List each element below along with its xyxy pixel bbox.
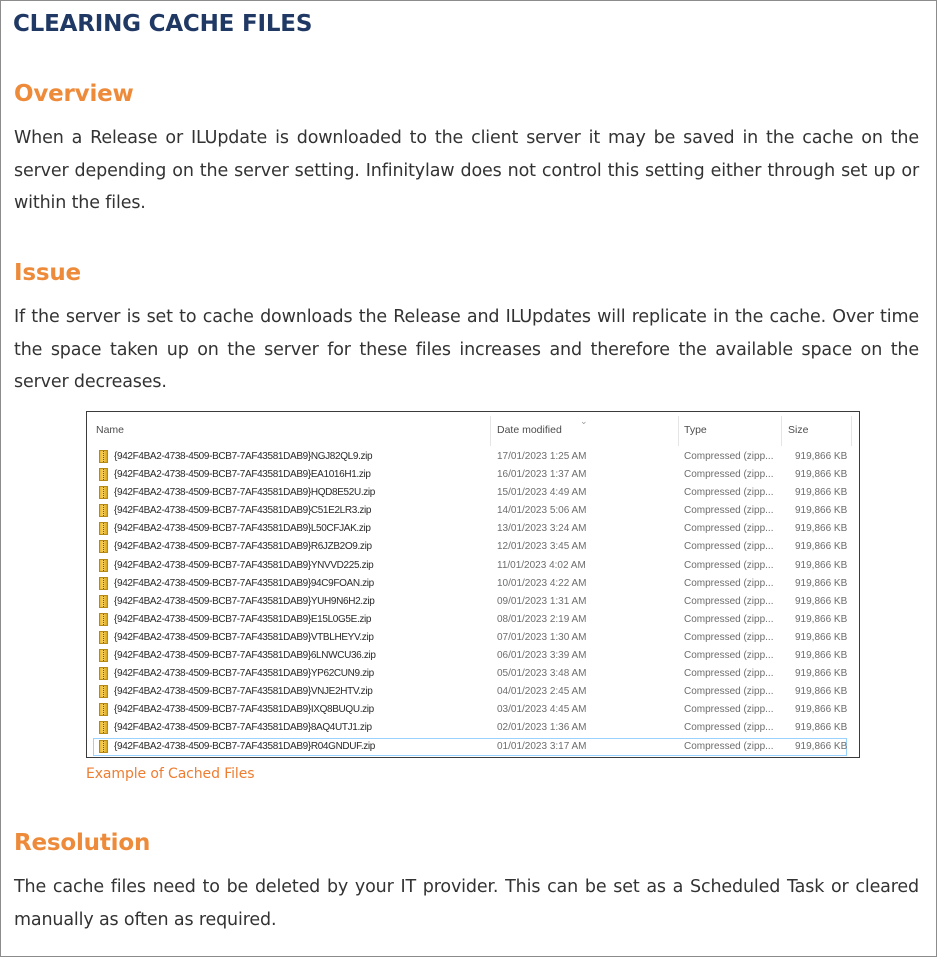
file-type: Compressed (zipp... bbox=[684, 740, 774, 752]
file-row bbox=[87, 719, 859, 737]
file-type: Compressed (zipp... bbox=[684, 559, 774, 571]
file-name: {942F4BA2-4738-4509-BCB7-7AF43581DAB9}E15L0G5E.zip bbox=[114, 613, 372, 625]
file-size: 919,866 KB bbox=[795, 523, 848, 535]
resolution-heading: Resolution bbox=[14, 830, 151, 856]
file-type: Compressed (zipp... bbox=[684, 668, 774, 680]
cached-files-screenshot bbox=[86, 411, 860, 758]
file-row bbox=[87, 557, 859, 575]
zip-folder-icon bbox=[99, 559, 108, 572]
file-list-header bbox=[87, 412, 859, 448]
file-type: Compressed (zipp... bbox=[684, 505, 774, 517]
sort-chevron-icon: ⌄ bbox=[580, 416, 588, 426]
file-date-modified: 14/01/2023 5:06 AM bbox=[497, 505, 587, 517]
file-date-modified: 04/01/2023 2:45 AM bbox=[497, 686, 587, 698]
column-header-name: Name bbox=[96, 424, 125, 436]
file-date-modified: 02/01/2023 1:36 AM bbox=[497, 722, 587, 734]
overview-heading: Overview bbox=[14, 81, 134, 107]
file-row bbox=[87, 484, 859, 502]
file-row bbox=[87, 629, 859, 647]
zip-folder-icon bbox=[99, 486, 108, 499]
file-name: {942F4BA2-4738-4509-BCB7-7AF43581DAB9}C51E2LR3.zip bbox=[114, 505, 372, 517]
file-list bbox=[87, 448, 859, 756]
file-type: Compressed (zipp... bbox=[684, 686, 774, 698]
file-size: 919,866 KB bbox=[795, 541, 848, 553]
file-name: {942F4BA2-4738-4509-BCB7-7AF43581DAB9}8AQ4UTJ1.zip bbox=[114, 722, 372, 734]
file-type: Compressed (zipp... bbox=[684, 631, 774, 643]
file-row bbox=[87, 611, 859, 629]
column-header-date: Date modified bbox=[497, 424, 562, 436]
file-name: {942F4BA2-4738-4509-BCB7-7AF43581DAB9}YNVVD225.zip bbox=[114, 559, 374, 571]
file-date-modified: 17/01/2023 1:25 AM bbox=[497, 451, 587, 462]
file-date-modified: 13/01/2023 3:24 AM bbox=[497, 523, 587, 535]
file-type: Compressed (zipp... bbox=[684, 613, 774, 625]
file-size: 919,866 KB bbox=[795, 668, 848, 680]
file-name: {942F4BA2-4738-4509-BCB7-7AF43581DAB9}YUH9N6H2.zip bbox=[114, 595, 375, 607]
zip-folder-icon bbox=[99, 577, 108, 590]
file-type: Compressed (zipp... bbox=[684, 541, 774, 553]
file-row bbox=[87, 502, 859, 520]
file-date-modified: 10/01/2023 4:22 AM bbox=[497, 577, 587, 589]
file-date-modified: 09/01/2023 1:31 AM bbox=[497, 595, 587, 607]
file-size: 919,866 KB bbox=[795, 631, 848, 643]
overview-text: When a Release or ILUpdate is downloaded to the client server it may be saved in the cache on the server depending on the server setting. Infinitylaw does not control this setting either through set up or within the files. bbox=[14, 128, 919, 213]
file-type: Compressed (zipp... bbox=[684, 595, 774, 607]
file-name: {942F4BA2-4738-4509-BCB7-7AF43581DAB9}94C9FOAN.zip bbox=[114, 577, 374, 589]
file-name: {942F4BA2-4738-4509-BCB7-7AF43581DAB9}R6JZB2O9.zip bbox=[114, 541, 372, 553]
file-size: 919,866 KB bbox=[795, 613, 848, 625]
file-row bbox=[87, 683, 859, 701]
file-name: {942F4BA2-4738-4509-BCB7-7AF43581DAB9}IXQ8BUQU.zip bbox=[114, 704, 374, 716]
file-row bbox=[87, 647, 859, 665]
file-name: {942F4BA2-4738-4509-BCB7-7AF43581DAB9}EA1016H1.zip bbox=[114, 469, 371, 481]
zip-folder-icon bbox=[99, 631, 108, 644]
file-size: 919,866 KB bbox=[795, 577, 848, 589]
file-type: Compressed (zipp... bbox=[684, 451, 774, 462]
file-name: {942F4BA2-4738-4509-BCB7-7AF43581DAB9}HQD8E52U.zip bbox=[114, 487, 376, 499]
page-title: CLEARING CACHE FILES bbox=[13, 11, 313, 37]
file-date-modified: 03/01/2023 4:45 AM bbox=[497, 704, 587, 716]
file-date-modified: 05/01/2023 3:48 AM bbox=[497, 668, 587, 680]
file-size: 919,866 KB bbox=[795, 704, 848, 716]
column-header-type: Type bbox=[684, 424, 707, 436]
file-date-modified: 12/01/2023 3:45 AM bbox=[497, 541, 587, 553]
zip-folder-icon bbox=[99, 540, 108, 553]
file-date-modified: 07/01/2023 1:30 AM bbox=[497, 631, 587, 643]
file-row bbox=[93, 738, 847, 756]
column-separator bbox=[851, 416, 852, 446]
resolution-text: The cache files need to be deleted by your IT provider. This can be set as a Scheduled Task or cleared manually as often as required. bbox=[14, 877, 919, 930]
file-date-modified: 08/01/2023 2:19 AM bbox=[497, 613, 587, 625]
file-row bbox=[87, 448, 859, 466]
file-type: Compressed (zipp... bbox=[684, 704, 774, 716]
file-size: 919,866 KB bbox=[795, 686, 848, 698]
file-name: {942F4BA2-4738-4509-BCB7-7AF43581DAB9}R04GNDUF.zip bbox=[114, 740, 375, 752]
file-name: {942F4BA2-4738-4509-BCB7-7AF43581DAB9}VNJE2HTV.zip bbox=[114, 686, 373, 698]
file-date-modified: 16/01/2023 1:37 AM bbox=[497, 469, 587, 481]
file-type: Compressed (zipp... bbox=[684, 722, 774, 734]
column-separator bbox=[781, 416, 782, 446]
column-separator bbox=[678, 416, 679, 446]
file-type: Compressed (zipp... bbox=[684, 469, 774, 481]
file-row bbox=[87, 593, 859, 611]
file-row bbox=[87, 466, 859, 484]
figure-caption: Example of Cached Files bbox=[86, 766, 255, 782]
zip-folder-icon bbox=[99, 649, 108, 662]
file-size: 919,866 KB bbox=[795, 650, 848, 662]
file-name: {942F4BA2-4738-4509-BCB7-7AF43581DAB9}6LNWCU36.zip bbox=[114, 650, 376, 662]
file-date-modified: 15/01/2023 4:49 AM bbox=[497, 487, 587, 499]
zip-folder-icon bbox=[99, 685, 108, 698]
column-header-size: Size bbox=[788, 424, 809, 436]
file-date-modified: 01/01/2023 3:17 AM bbox=[497, 740, 587, 752]
file-type: Compressed (zipp... bbox=[684, 487, 774, 499]
zip-folder-icon bbox=[99, 703, 108, 716]
zip-folder-icon bbox=[99, 468, 108, 481]
zip-folder-icon bbox=[99, 613, 108, 626]
file-type: Compressed (zipp... bbox=[684, 523, 774, 535]
file-name: {942F4BA2-4738-4509-BCB7-7AF43581DAB9}YP62CUN9.zip bbox=[114, 668, 374, 680]
file-size: 919,866 KB bbox=[795, 487, 848, 499]
file-row bbox=[87, 701, 859, 719]
file-name: {942F4BA2-4738-4509-BCB7-7AF43581DAB9}VTBLHEYV.zip bbox=[114, 631, 374, 643]
file-row bbox=[87, 520, 859, 538]
file-type: Compressed (zipp... bbox=[684, 650, 774, 662]
zip-folder-icon bbox=[99, 504, 108, 517]
file-size: 919,866 KB bbox=[795, 559, 848, 571]
file-type: Compressed (zipp... bbox=[684, 577, 774, 589]
file-size: 919,866 KB bbox=[795, 595, 848, 607]
file-row bbox=[87, 538, 859, 556]
file-size: 919,866 KB bbox=[795, 505, 848, 517]
file-size: 919,866 KB bbox=[795, 740, 848, 752]
file-date-modified: 06/01/2023 3:39 AM bbox=[497, 650, 587, 662]
file-size: 919,866 KB bbox=[795, 451, 848, 462]
file-name: {942F4BA2-4738-4509-BCB7-7AF43581DAB9}L50CFJAK.zip bbox=[114, 523, 371, 535]
zip-folder-icon bbox=[99, 595, 108, 608]
zip-folder-icon bbox=[99, 740, 108, 753]
column-separator bbox=[490, 416, 491, 446]
file-date-modified: 11/01/2023 4:02 AM bbox=[497, 559, 586, 571]
file-row bbox=[87, 575, 859, 593]
file-row bbox=[87, 665, 859, 683]
issue-text: If the server is set to cache downloads the Release and ILUpdates will replicate in the cache. Over time the space taken up on the server for these files increases and therefore the available space on the server decreases. bbox=[14, 307, 919, 392]
zip-folder-icon bbox=[99, 450, 108, 463]
file-size: 919,866 KB bbox=[795, 469, 848, 481]
file-name: {942F4BA2-4738-4509-BCB7-7AF43581DAB9}NGJ82QL9.zip bbox=[114, 451, 373, 462]
issue-heading: Issue bbox=[14, 260, 81, 286]
zip-folder-icon bbox=[99, 522, 108, 535]
zip-folder-icon bbox=[99, 667, 108, 680]
file-size: 919,866 KB bbox=[795, 722, 848, 734]
zip-folder-icon bbox=[99, 721, 108, 734]
